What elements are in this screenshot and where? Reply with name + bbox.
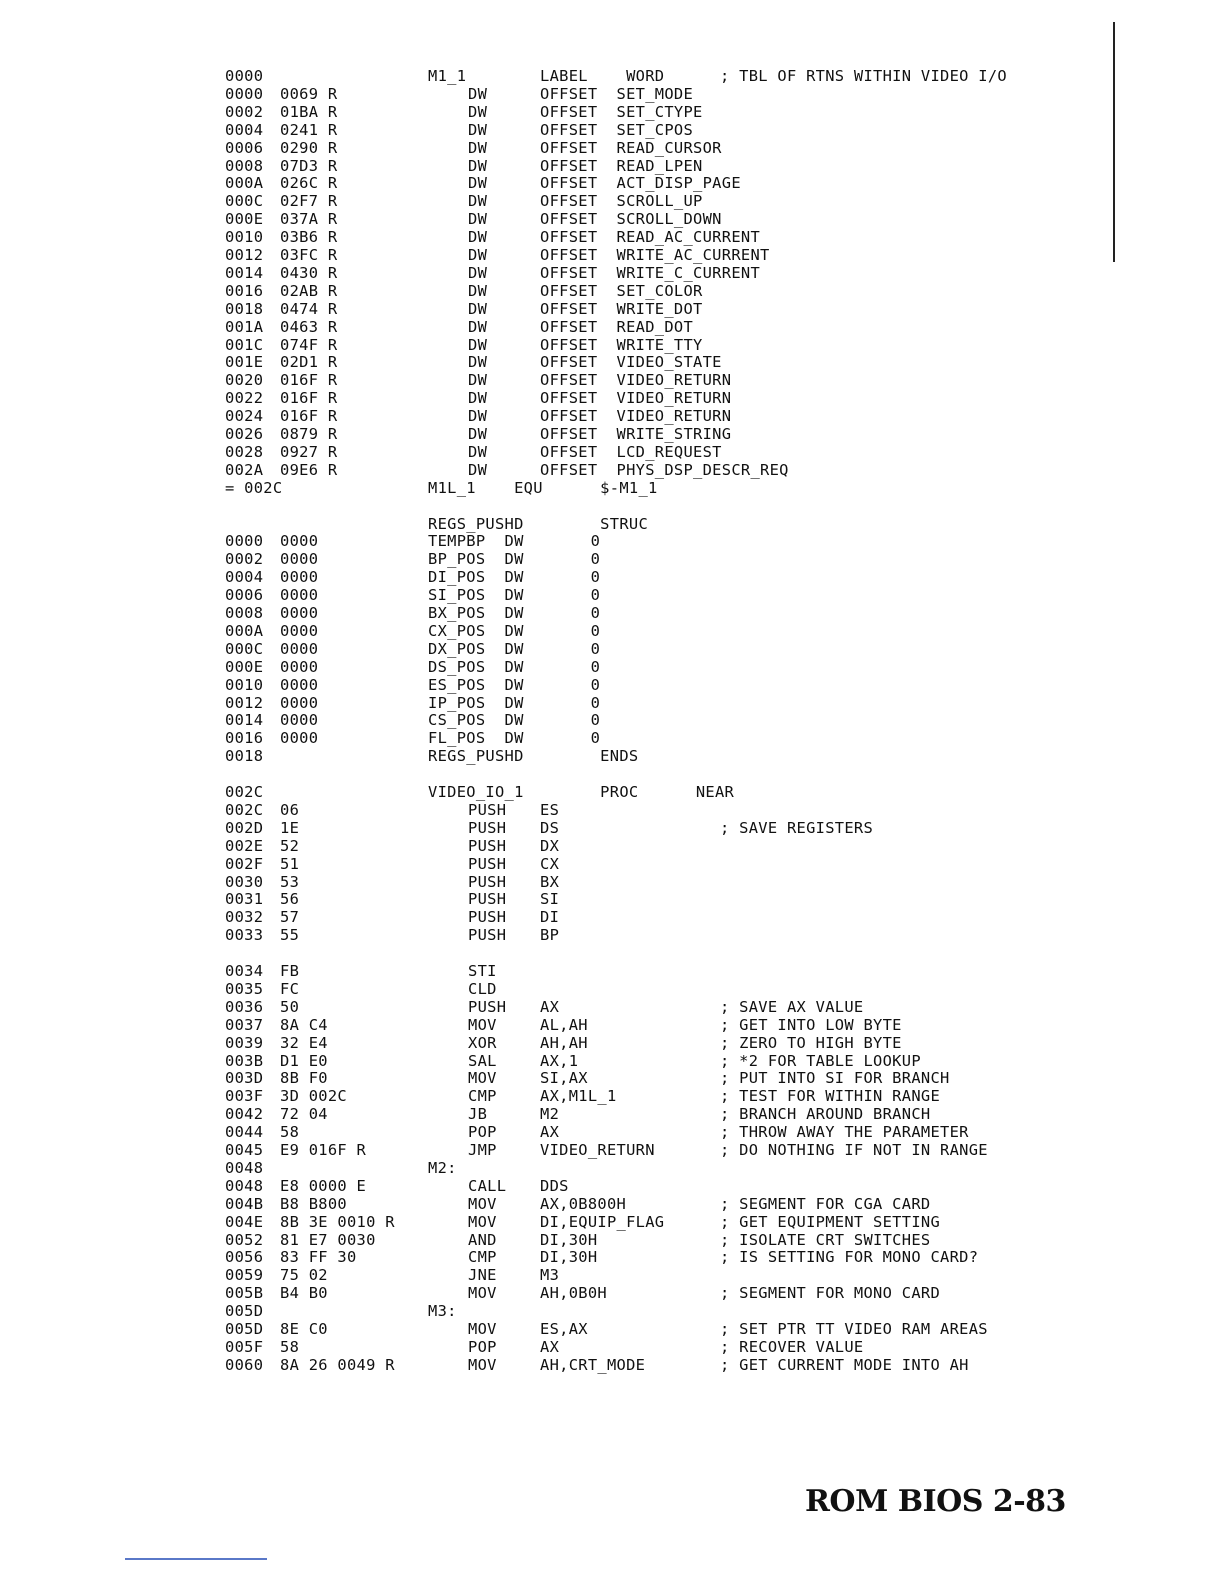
listing-addr: 003B bbox=[225, 1051, 264, 1070]
listing-arg: AH,AH bbox=[540, 1033, 588, 1052]
listing-op: CMP bbox=[468, 1087, 497, 1106]
listing-op: MOV bbox=[468, 1194, 497, 1213]
listing-comment: ; SAVE AX VALUE bbox=[720, 997, 864, 1016]
listing-arg: OFFSET PHYS_DSP_DESCR_REQ bbox=[540, 460, 789, 479]
listing-comment: ; PUT INTO SI FOR BRANCH bbox=[720, 1069, 950, 1088]
listing-comment: ; BRANCH AROUND BRANCH bbox=[720, 1105, 931, 1124]
listing-label: VIDEO_IO_1 PROC NEAR bbox=[428, 783, 735, 801]
listing-op: DW bbox=[468, 138, 488, 157]
listing-addr: 0018 bbox=[225, 299, 264, 318]
listing-arg: M3 bbox=[540, 1266, 560, 1285]
listing-addr: = 002C bbox=[225, 478, 283, 497]
listing-label: DS_POS DW 0 bbox=[428, 657, 601, 676]
listing-obj: 02F7 R bbox=[280, 192, 338, 211]
listing-obj: 016F R bbox=[280, 389, 338, 408]
listing-arg: DI,EQUIP_FLAG bbox=[540, 1212, 665, 1231]
listing-obj: 07D3 R bbox=[280, 156, 338, 175]
listing-addr: 0002 bbox=[225, 550, 264, 569]
listing-arg: DDS bbox=[540, 1176, 569, 1195]
listing-obj: 0000 bbox=[280, 550, 319, 569]
listing-addr: 0006 bbox=[225, 586, 264, 605]
listing-addr: 0030 bbox=[225, 872, 264, 891]
listing-arg: AH,CRT_MODE bbox=[540, 1355, 646, 1374]
listing-addr: 0028 bbox=[225, 442, 264, 461]
listing-op: PUSH bbox=[468, 818, 507, 837]
listing-obj: 0000 bbox=[280, 568, 319, 587]
listing-obj: 06 bbox=[280, 800, 300, 819]
listing-obj: 016F R bbox=[280, 407, 338, 426]
listing-addr: 005B bbox=[225, 1284, 264, 1303]
listing-label: CS_POS DW 0 bbox=[428, 711, 601, 730]
listing-label: BP_POS DW 0 bbox=[428, 550, 601, 569]
listing-arg: AX,M1L_1 bbox=[540, 1087, 617, 1106]
listing-op: PUSH bbox=[468, 854, 507, 873]
listing-obj: 0463 R bbox=[280, 317, 338, 336]
listing-obj: 58 bbox=[280, 1123, 300, 1142]
listing-arg: BP bbox=[540, 926, 560, 945]
listing-op: DW bbox=[468, 246, 488, 264]
listing-addr: 0032 bbox=[225, 908, 264, 927]
listing-comment: ; SET PTR TT VIDEO RAM AREAS bbox=[720, 1320, 988, 1338]
listing-addr: 0004 bbox=[225, 120, 264, 139]
listing-op: CMP bbox=[468, 1248, 497, 1267]
listing-addr: 002A bbox=[225, 460, 264, 479]
listing-op: MOV bbox=[468, 1212, 497, 1231]
footer-page-number: 2-83 bbox=[992, 1484, 1066, 1519]
listing-addr: 0012 bbox=[225, 693, 264, 712]
listing-addr: 0000 bbox=[225, 84, 264, 103]
listing-addr: 0000 bbox=[225, 532, 264, 551]
listing-arg: OFFSET WRITE_AC_CURRENT bbox=[540, 246, 770, 264]
listing-op: DW bbox=[468, 281, 488, 300]
listing-obj: 09E6 R bbox=[280, 460, 338, 479]
page-footer bbox=[805, 1484, 1066, 1519]
listing-addr: 0010 bbox=[225, 228, 264, 247]
listing-op: SAL bbox=[468, 1051, 497, 1070]
listing-arg: AH,0B0H bbox=[540, 1284, 607, 1303]
listing-addr: 0045 bbox=[225, 1141, 264, 1159]
listing-arg: AX bbox=[540, 1337, 560, 1356]
listing-obj: B8 B800 bbox=[280, 1194, 347, 1213]
listing-addr: 0033 bbox=[225, 926, 264, 945]
listing-obj: 0000 bbox=[280, 586, 319, 605]
listing-arg: OFFSET VIDEO_RETURN bbox=[540, 371, 732, 390]
footer-title: ROM BIOS bbox=[805, 1484, 983, 1519]
listing-op: PUSH bbox=[468, 836, 507, 855]
listing-addr: 002C bbox=[225, 783, 264, 801]
listing-addr: 0014 bbox=[225, 263, 264, 282]
listing-arg: OFFSET SCROLL_DOWN bbox=[540, 210, 722, 229]
listing-label: CX_POS DW 0 bbox=[428, 621, 601, 640]
listing-op: DW bbox=[468, 389, 488, 408]
listing-obj: 0430 R bbox=[280, 263, 338, 282]
listing-obj: 8B F0 bbox=[280, 1069, 328, 1088]
listing-obj: 56 bbox=[280, 890, 300, 909]
listing-addr: 002E bbox=[225, 836, 264, 855]
listing-obj: 0069 R bbox=[280, 84, 338, 103]
listing-op: DW bbox=[468, 174, 488, 193]
listing-arg: OFFSET SET_MODE bbox=[540, 84, 694, 103]
listing-addr: 000A bbox=[225, 174, 264, 193]
listing-arg: AX bbox=[540, 1123, 560, 1142]
listing-addr: 0010 bbox=[225, 675, 264, 694]
listing-label: SI_POS DW 0 bbox=[428, 586, 601, 605]
listing-op: DW bbox=[468, 228, 488, 247]
listing-addr: 0004 bbox=[225, 568, 264, 587]
listing-arg: DS bbox=[540, 818, 560, 837]
listing-comment: ; *2 FOR TABLE LOOKUP bbox=[720, 1051, 921, 1070]
listing-arg: DI bbox=[540, 908, 560, 927]
listing-op: XOR bbox=[468, 1033, 497, 1052]
listing-comment: ; RECOVER VALUE bbox=[720, 1337, 864, 1356]
listing-arg: SI,AX bbox=[540, 1069, 588, 1088]
listing-arg: OFFSET READ_LPEN bbox=[540, 156, 703, 175]
listing-addr: 0042 bbox=[225, 1105, 264, 1124]
listing-arg: BX bbox=[540, 872, 560, 891]
listing-comment: ; GET CURRENT MODE INTO AH bbox=[720, 1355, 969, 1374]
listing-op: MOV bbox=[468, 1069, 497, 1088]
listing-obj: B4 B0 bbox=[280, 1284, 328, 1303]
listing-addr: 0008 bbox=[225, 604, 264, 622]
listing-op: PUSH bbox=[468, 890, 507, 909]
listing-op: DW bbox=[468, 317, 488, 336]
listing-label: M1_1 bbox=[428, 67, 467, 85]
listing-addr: 000C bbox=[225, 192, 264, 211]
listing-arg: OFFSET ACT_DISP_PAGE bbox=[540, 174, 741, 193]
listing-op: PUSH bbox=[468, 997, 507, 1016]
listing-obj: 51 bbox=[280, 854, 300, 873]
listing-addr: 001A bbox=[225, 317, 264, 336]
listing-obj: 0000 bbox=[280, 675, 319, 694]
listing-addr: 0059 bbox=[225, 1266, 264, 1285]
listing-arg: DI,30H bbox=[540, 1248, 598, 1267]
listing-addr: 003F bbox=[225, 1087, 264, 1106]
listing-comment: ; ISOLATE CRT SWITCHES bbox=[720, 1230, 931, 1249]
listing-obj: 037A R bbox=[280, 210, 338, 229]
listing-obj: 52 bbox=[280, 836, 300, 855]
listing-obj: 02AB R bbox=[280, 281, 338, 300]
listing-arg: AL,AH bbox=[540, 1015, 588, 1034]
listing-obj: 016F R bbox=[280, 371, 338, 390]
listing-arg: OFFSET VIDEO_RETURN bbox=[540, 389, 732, 408]
listing-op: MOV bbox=[468, 1284, 497, 1303]
listing-obj: 3D 002C bbox=[280, 1087, 347, 1106]
listing-label: M2: bbox=[428, 1158, 457, 1177]
listing-arg: OFFSET VIDEO_RETURN bbox=[540, 407, 732, 426]
listing-arg: OFFSET SET_CTYPE bbox=[540, 102, 703, 121]
listing-arg: OFFSET READ_CURSOR bbox=[540, 138, 722, 157]
listing-op: STI bbox=[468, 962, 497, 980]
listing-arg: OFFSET WRITE_STRING bbox=[540, 425, 732, 443]
listing-comment: ; GET INTO LOW BYTE bbox=[720, 1015, 902, 1034]
listing-obj: 02D1 R bbox=[280, 353, 338, 372]
listing-arg: ES bbox=[540, 800, 560, 819]
listing-arg: VIDEO_RETURN bbox=[540, 1141, 655, 1159]
listing-comment: ; GET EQUIPMENT SETTING bbox=[720, 1212, 941, 1231]
listing-obj: E8 0000 E bbox=[280, 1176, 367, 1195]
bottom-rule bbox=[125, 1558, 267, 1560]
listing-addr: 005F bbox=[225, 1337, 264, 1356]
listing-addr: 004E bbox=[225, 1212, 264, 1231]
listing-obj: 57 bbox=[280, 908, 300, 927]
listing-op: DW bbox=[468, 299, 488, 318]
listing-obj: 53 bbox=[280, 872, 300, 891]
listing-addr: 0024 bbox=[225, 407, 264, 426]
listing-arg: DI,30H bbox=[540, 1230, 598, 1249]
listing-obj: 83 FF 30 bbox=[280, 1248, 357, 1267]
listing-obj: 026C R bbox=[280, 174, 338, 193]
listing-obj: 0000 bbox=[280, 729, 319, 748]
listing-obj: 0000 bbox=[280, 621, 319, 640]
listing-obj: 03FC R bbox=[280, 246, 338, 264]
listing-label: REGS_PUSHD ENDS bbox=[428, 747, 639, 766]
listing-obj: FC bbox=[280, 979, 300, 998]
listing-obj: D1 E0 bbox=[280, 1051, 328, 1070]
listing-addr: 0012 bbox=[225, 246, 264, 264]
listing-label: DX_POS DW 0 bbox=[428, 639, 601, 658]
listing-op: JMP bbox=[468, 1141, 497, 1159]
listing-op: PUSH bbox=[468, 800, 507, 819]
listing-addr: 0002 bbox=[225, 102, 264, 121]
listing-obj: 0000 bbox=[280, 604, 319, 622]
listing-obj: 0000 bbox=[280, 639, 319, 658]
listing-label: IP_POS DW 0 bbox=[428, 693, 601, 712]
listing-comment: ; SEGMENT FOR MONO CARD bbox=[720, 1284, 941, 1303]
listing-obj: 72 04 bbox=[280, 1105, 328, 1124]
listing-op: JB bbox=[468, 1105, 488, 1124]
listing-op: MOV bbox=[468, 1015, 497, 1034]
listing-obj: FB bbox=[280, 962, 300, 980]
listing-addr: 0034 bbox=[225, 962, 264, 980]
listing-obj: 03B6 R bbox=[280, 228, 338, 247]
listing-op: DW bbox=[468, 425, 488, 443]
listing-addr: 0048 bbox=[225, 1158, 264, 1177]
listing-op: DW bbox=[468, 407, 488, 426]
listing-obj: 0000 bbox=[280, 657, 319, 676]
listing-addr: 0052 bbox=[225, 1230, 264, 1249]
listing-comment: ; TBL OF RTNS WITHIN VIDEO I/O bbox=[720, 67, 1007, 85]
listing-addr: 0048 bbox=[225, 1176, 264, 1195]
listing-label: TEMPBP DW 0 bbox=[428, 532, 601, 551]
listing-addr: 000A bbox=[225, 621, 264, 640]
listing-label: BX_POS DW 0 bbox=[428, 604, 601, 622]
listing-arg: DX bbox=[540, 836, 560, 855]
listing-obj: 50 bbox=[280, 997, 300, 1016]
listing-obj: 0241 R bbox=[280, 120, 338, 139]
listing-addr: 0056 bbox=[225, 1248, 264, 1267]
listing-addr: 0037 bbox=[225, 1015, 264, 1034]
listing-arg: OFFSET WRITE_TTY bbox=[540, 335, 703, 354]
listing-label: REGS_PUSHD STRUC bbox=[428, 514, 649, 533]
listing-arg: OFFSET SCROLL_UP bbox=[540, 192, 703, 211]
listing-obj: 55 bbox=[280, 926, 300, 945]
listing-addr: 000E bbox=[225, 210, 264, 229]
listing-op: CALL bbox=[468, 1176, 507, 1195]
listing-comment: ; SAVE REGISTERS bbox=[720, 818, 874, 837]
listing-arg: OFFSET SET_COLOR bbox=[540, 281, 703, 300]
listing-op: DW bbox=[468, 371, 488, 390]
listing-op: MOV bbox=[468, 1320, 497, 1338]
listing-op: AND bbox=[468, 1230, 497, 1249]
listing-addr: 0020 bbox=[225, 371, 264, 390]
listing-addr: 004B bbox=[225, 1194, 264, 1213]
listing-obj: 81 E7 0030 bbox=[280, 1230, 376, 1249]
listing-label: M3: bbox=[428, 1302, 457, 1321]
listing-comment: ; SEGMENT FOR CGA CARD bbox=[720, 1194, 931, 1213]
listing-op: DW bbox=[468, 192, 488, 211]
listing-addr: 0031 bbox=[225, 890, 264, 909]
listing-obj: 0000 bbox=[280, 532, 319, 551]
listing-label: FL_POS DW 0 bbox=[428, 729, 601, 748]
listing-arg: OFFSET WRITE_C_CURRENT bbox=[540, 263, 761, 282]
listing-addr: 0000 bbox=[225, 67, 264, 85]
listing-obj: 0879 R bbox=[280, 425, 338, 443]
listing-obj: 32 E4 bbox=[280, 1033, 328, 1052]
listing-addr: 0016 bbox=[225, 281, 264, 300]
listing-obj: 01BA R bbox=[280, 102, 338, 121]
listing-obj: 8E C0 bbox=[280, 1320, 328, 1338]
listing-addr: 002D bbox=[225, 818, 264, 837]
listing-obj: 8B 3E 0010 R bbox=[280, 1212, 395, 1231]
listing-op: CLD bbox=[468, 979, 497, 998]
listing-op: DW bbox=[468, 84, 488, 103]
listing-addr: 001C bbox=[225, 335, 264, 354]
listing-comment: ; IS SETTING FOR MONO CARD? bbox=[720, 1248, 979, 1267]
listing-op: POP bbox=[468, 1123, 497, 1142]
listing-addr: 0022 bbox=[225, 389, 264, 408]
listing-obj: 8A C4 bbox=[280, 1015, 328, 1034]
listing-arg: SI bbox=[540, 890, 560, 909]
listing-addr: 0006 bbox=[225, 138, 264, 157]
listing-arg: OFFSET SET_CPOS bbox=[540, 120, 694, 139]
listing-arg: AX bbox=[540, 997, 560, 1016]
listing-obj: 8A 26 0049 R bbox=[280, 1355, 395, 1374]
listing-op: DW bbox=[468, 460, 488, 479]
listing-addr: 0035 bbox=[225, 979, 264, 998]
listing-op: MOV bbox=[468, 1355, 497, 1374]
listing-op: DW bbox=[468, 335, 488, 354]
listing-comment: ; ZERO TO HIGH BYTE bbox=[720, 1033, 902, 1052]
listing-obj: 0474 R bbox=[280, 299, 338, 318]
listing-addr: 0016 bbox=[225, 729, 264, 748]
listing-comment: ; THROW AWAY THE PARAMETER bbox=[720, 1123, 969, 1142]
listing-obj: 0290 R bbox=[280, 138, 338, 157]
listing-addr: 0018 bbox=[225, 747, 264, 766]
listing-obj: 0000 bbox=[280, 711, 319, 730]
listing-op: PUSH bbox=[468, 872, 507, 891]
listing-op: DW bbox=[468, 353, 488, 372]
listing-addr: 000E bbox=[225, 657, 264, 676]
listing-arg: ES,AX bbox=[540, 1320, 588, 1338]
listing-arg: OFFSET READ_DOT bbox=[540, 317, 694, 336]
listing-obj: E9 016F R bbox=[280, 1141, 367, 1159]
listing-arg: CX bbox=[540, 854, 560, 873]
listing-obj: 1E bbox=[280, 818, 300, 837]
listing-addr: 0039 bbox=[225, 1033, 264, 1052]
listing-addr: 0008 bbox=[225, 156, 264, 175]
listing-obj: 074F R bbox=[280, 335, 338, 354]
listing-arg: OFFSET READ_AC_CURRENT bbox=[540, 228, 761, 247]
listing-comment: ; TEST FOR WITHIN RANGE bbox=[720, 1087, 941, 1106]
listing-op: DW bbox=[468, 156, 488, 175]
listing-op: DW bbox=[468, 102, 488, 121]
listing-arg: LABEL WORD bbox=[540, 67, 665, 85]
listing-addr: 0014 bbox=[225, 711, 264, 730]
listing-op: PUSH bbox=[468, 908, 507, 927]
listing-addr: 005D bbox=[225, 1302, 264, 1321]
listing-arg: OFFSET VIDEO_STATE bbox=[540, 353, 722, 372]
listing-comment: ; DO NOTHING IF NOT IN RANGE bbox=[720, 1141, 988, 1159]
listing-op: PUSH bbox=[468, 926, 507, 945]
listing-addr: 005D bbox=[225, 1320, 264, 1338]
listing-obj: 0000 bbox=[280, 693, 319, 712]
listing-obj: 0927 R bbox=[280, 442, 338, 461]
listing-addr: 0036 bbox=[225, 997, 264, 1016]
listing-op: POP bbox=[468, 1337, 497, 1356]
listing-addr: 0044 bbox=[225, 1123, 264, 1142]
listing-label: DI_POS DW 0 bbox=[428, 568, 601, 587]
listing-op: DW bbox=[468, 263, 488, 282]
listing-arg: OFFSET LCD_REQUEST bbox=[540, 442, 722, 461]
listing-label: M1L_1 EQU $-M1_1 bbox=[428, 478, 658, 497]
listing-obj: 58 bbox=[280, 1337, 300, 1356]
listing-arg: AX,1 bbox=[540, 1051, 579, 1070]
listing-op: DW bbox=[468, 442, 488, 461]
listing-addr: 0026 bbox=[225, 425, 264, 443]
listing-arg: M2 bbox=[540, 1105, 560, 1124]
listing-addr: 003D bbox=[225, 1069, 264, 1088]
listing-addr: 0060 bbox=[225, 1355, 264, 1374]
listing-obj: 75 02 bbox=[280, 1266, 328, 1285]
listing-addr: 002F bbox=[225, 854, 264, 873]
listing-label: ES_POS DW 0 bbox=[428, 675, 601, 694]
listing-arg: AX,0B800H bbox=[540, 1194, 627, 1213]
listing-addr: 000C bbox=[225, 639, 264, 658]
listing-addr: 002C bbox=[225, 800, 264, 819]
listing-arg: OFFSET WRITE_DOT bbox=[540, 299, 703, 318]
listing-op: DW bbox=[468, 120, 488, 139]
listing-addr: 001E bbox=[225, 353, 264, 372]
listing-op: JNE bbox=[468, 1266, 497, 1285]
listing-op: DW bbox=[468, 210, 488, 229]
